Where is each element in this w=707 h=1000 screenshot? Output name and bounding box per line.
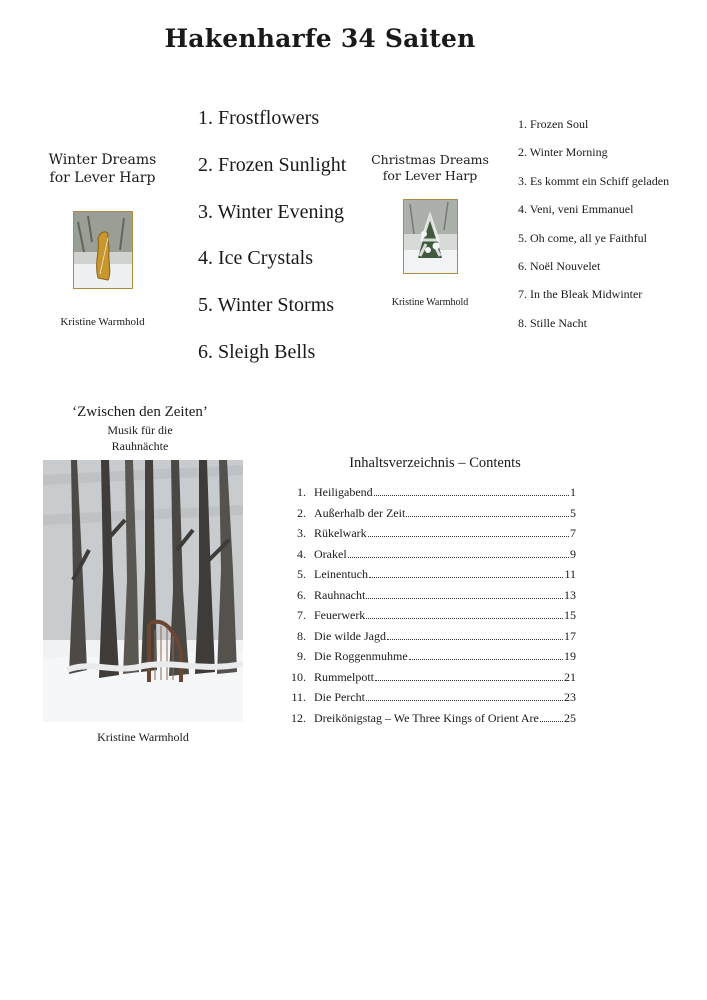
toc-row-page: 21 [564,669,576,684]
book2-cover-image [403,199,458,274]
toc-leader-dots [368,536,569,537]
book2-title-line2: for Lever Harp [382,167,478,183]
toc-row [280,607,576,628]
list-item: 8. Stille Nacht [518,315,587,330]
list-item: 2. Frozen Sunlight [198,153,347,176]
table-of-contents [280,484,576,730]
toc-row-number: 5. [297,567,306,581]
toc-row-page: 9 [570,546,576,561]
toc-row-page: 15 [564,608,576,622]
toc-row-title: Rauhnacht [314,587,366,602]
toc-row [280,484,576,505]
toc-row-page: 13 [564,587,576,602]
book3-subtitle [40,423,240,454]
toc-row [280,587,576,608]
toc-row [280,566,576,587]
toc-row-page: 25 [564,710,576,725]
toc-row-page: 1 [570,485,576,499]
toc-row-title: Die Percht [314,690,365,704]
toc-row-title: Die wilde Jagd [314,628,386,643]
list-item: 2. Winter Morning [518,145,608,160]
toc-leader-dots [366,700,563,701]
toc-row-number: 10. [291,669,306,684]
book1-title-line1: Winter Dreams [48,152,157,168]
toc-leader-dots [406,516,569,517]
toc-row-number: 12. [291,710,306,725]
toc-row [280,669,576,690]
list-item: 4. Veni, veni Emmanuel [518,202,634,217]
toc-row-number: 8. [297,628,306,643]
list-item: 1. Frostflowers [198,107,320,129]
toc-row-title: Die Roggenmuhme [314,649,408,663]
page-title: Hakenharfe 34 Saiten [164,24,476,53]
toc-heading: Inhaltsverzeichnis – Contents [349,455,521,471]
book3-subtitle-line1: Musik für die [107,423,173,437]
book3-author: Kristine Warmhold [97,730,189,744]
toc-row-number: 7. [297,608,306,622]
book1-title [40,152,165,187]
book2-author: Kristine Warmhold [391,297,469,308]
list-item: 7. In the Bleak Midwinter [518,287,643,302]
toc-row [280,628,576,649]
toc-row-page: 11 [564,567,576,581]
list-item: 5. Oh come, all ye Faithful [518,230,647,245]
toc-row-title: Feuerwerk [314,608,366,622]
toc-leader-dots [387,639,563,640]
toc-row [280,505,576,526]
list-item: 6. Noël Nouvelet [518,258,601,273]
toc-row-page: 7 [570,526,576,540]
book2-title [366,152,494,183]
toc-row [280,546,576,567]
list-item: 3. Es kommt ein Schiff geladen [518,173,670,188]
toc-row-number: 11. [291,690,306,704]
toc-leader-dots [375,680,563,681]
book2-title-line1: Christmas Dreams [371,152,489,167]
toc-row [280,648,576,669]
book1-title-line2: for Lever Harp [49,169,156,186]
toc-leader-dots [409,659,563,660]
toc-row-number: 9. [297,649,306,663]
list-item: 3. Winter Evening [198,200,345,223]
toc-leader-dots [366,618,563,619]
toc-row-page: 17 [564,628,576,643]
toc-leader-dots [369,577,563,578]
toc-row [280,689,576,710]
book1-track-list [198,104,346,385]
toc-row-title: Heiligabend [314,485,373,499]
toc-row-page: 19 [564,649,576,663]
toc-leader-dots [374,495,569,496]
list-item: 5. Winter Storms [198,294,335,317]
toc-row-title: Orakel [314,546,347,561]
toc-row-title: Dreikönigstag – We Three Kings of Orient Are [314,710,539,725]
toc-leader-dots [540,721,563,722]
book2-track-list [518,115,669,342]
toc-row-title: Rükelwark [314,526,367,540]
list-item: 6. Sleigh Bells [198,340,316,363]
toc-row-number: 6. [297,587,306,602]
toc-row-title: Leinentuch [314,567,368,581]
toc-row-number: 4. [297,546,306,561]
toc-row [280,525,576,546]
list-item: 1. Frozen Soul [518,117,589,131]
book3-cover-image [43,460,243,722]
toc-row [280,710,576,731]
toc-leader-dots [366,598,563,599]
toc-row-number: 1. [297,485,306,499]
toc-row-number: 3. [297,526,306,540]
book1-cover-image [73,211,133,289]
toc-row-page: 5 [570,505,576,520]
list-item: 4. Ice Crystals [198,247,313,270]
toc-row-title: Rummelpott [314,669,374,684]
book1-author: Kristine Warmhold [60,316,145,328]
book3-subtitle-line2: Rauhnächte [111,438,169,453]
toc-row-number: 2. [297,505,306,520]
toc-row-page: 23 [564,690,576,704]
toc-row-title: Außerhalb der Zeit [314,505,406,520]
book3-title: ‘Zwischen den Zeiten’ [72,404,208,420]
toc-leader-dots [348,557,569,558]
